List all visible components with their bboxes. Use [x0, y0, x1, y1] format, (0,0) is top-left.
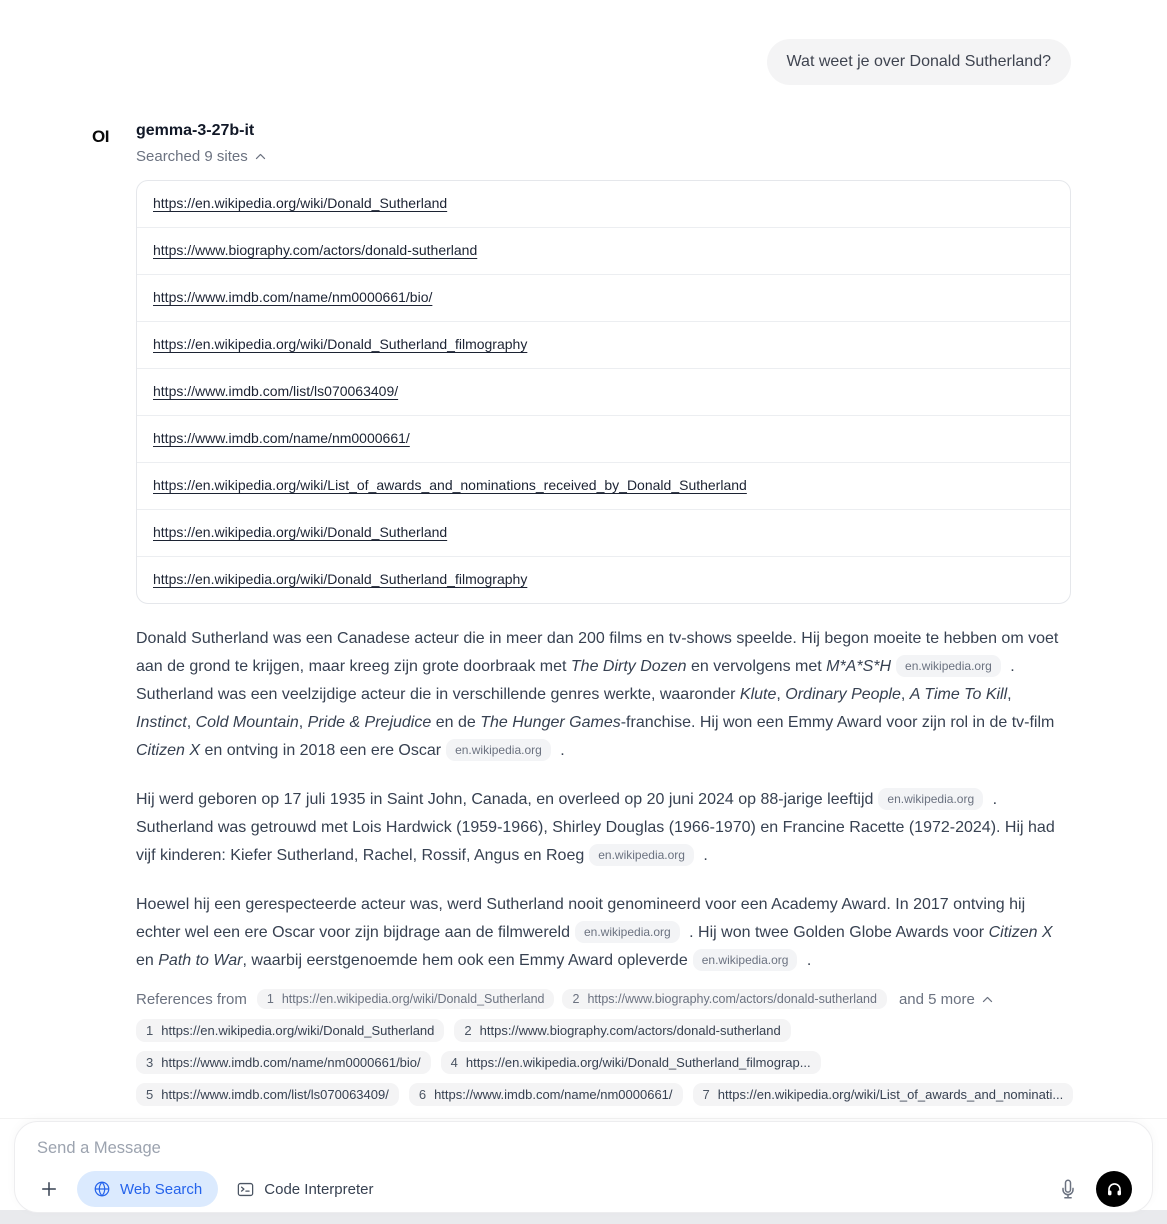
model-avatar: OI — [92, 127, 109, 146]
web-search-label: Web Search — [120, 1180, 203, 1198]
code-interpreter-toggle[interactable] — [232, 1171, 377, 1208]
voice-call-button[interactable] — [1096, 1171, 1132, 1207]
work-title: The Dirty Dozen — [570, 658, 687, 675]
reference-pill[interactable] — [136, 1083, 399, 1106]
web-search-toggle[interactable] — [77, 1171, 218, 1207]
source-row — [137, 463, 1070, 510]
composer-divider — [0, 1118, 1167, 1119]
work-title: Cold Mountain — [195, 714, 299, 731]
assistant-paragraph — [136, 625, 1071, 765]
source-row — [137, 510, 1070, 557]
work-title: Pride & Prejudice — [307, 714, 432, 731]
text-segment: en ontving in 2018 een ere Oscar — [200, 742, 442, 759]
reference-number: 2 — [464, 1023, 472, 1038]
model-name: gemma-3-27b-it — [136, 122, 255, 139]
work-title: Path to War — [158, 952, 243, 969]
work-title: Citizen X — [136, 742, 201, 759]
references-more-label: and 5 more — [898, 990, 975, 1008]
searched-sites-list — [136, 180, 1071, 604]
reference-url: https://en.wikipedia.org/wiki/List_of_awards_and_nominati... — [717, 1087, 1064, 1102]
assistant-response-text — [136, 625, 1071, 975]
text-segment: . — [802, 952, 812, 969]
reference-number: 4 — [450, 1055, 458, 1070]
reference-row — [136, 1051, 1071, 1074]
text-segment: en vervolgens met — [686, 658, 827, 675]
citation-pill[interactable]: en.wikipedia.org — [589, 844, 694, 866]
terminal-icon — [236, 1180, 255, 1199]
references-inline-pills — [257, 989, 887, 1009]
source-link[interactable]: https://www.imdb.com/name/nm0000661/ — [153, 430, 410, 446]
citation-pill[interactable]: en.wikipedia.org — [896, 655, 1001, 677]
searched-sites-label: Searched 9 sites — [136, 148, 248, 165]
reference-number: 1 — [146, 1023, 154, 1038]
work-title: A Time To Kill — [909, 686, 1008, 703]
reference-pill[interactable] — [136, 1019, 444, 1042]
work-title: M*A*S*H — [826, 658, 892, 675]
reference-pill[interactable] — [454, 1019, 790, 1042]
globe-icon — [93, 1180, 111, 1198]
reference-pill[interactable] — [562, 989, 886, 1009]
composer-toolbar — [15, 1160, 1152, 1212]
chevron-up-icon — [254, 150, 267, 163]
text-segment: , — [186, 714, 196, 731]
message-input[interactable] — [15, 1122, 1152, 1160]
source-link[interactable]: https://en.wikipedia.org/wiki/Donald_Sutherland_filmography — [153, 336, 528, 352]
text-segment: , waarbij eerstgenoemde hem ook een Emmy Award opleverde — [242, 952, 688, 969]
text-segment: , — [1007, 686, 1012, 703]
text-segment: en de — [431, 714, 481, 731]
attach-button[interactable] — [35, 1175, 63, 1203]
work-title: Instinct — [136, 714, 187, 731]
source-link[interactable]: https://www.imdb.com/name/nm0000661/bio/ — [153, 289, 433, 305]
user-message-bubble: Wat weet je over Donald Sutherland? — [767, 39, 1071, 85]
source-link[interactable]: https://www.biography.com/actors/donald-sutherland — [153, 242, 478, 258]
text-segment: . Sutherland was getrouwd met Lois Hardwick (1959-1966), Shirley Douglas (1966-1970) en Francine Racette (1972-2024). Hij had vijf kinderen: Kiefer Sutherland, Rachel, Rossif, Angus en Roeg — [136, 791, 1055, 864]
chevron-up-icon — [981, 993, 994, 1006]
reference-url: https://en.wikipedia.org/wiki/Donald_Sutherland — [281, 992, 545, 1006]
text-segment: . — [555, 742, 565, 759]
reference-pill[interactable] — [441, 1051, 821, 1074]
text-segment: . — [698, 847, 708, 864]
source-link[interactable]: https://en.wikipedia.org/wiki/Donald_Sutherland — [153, 195, 448, 211]
reference-number: 7 — [702, 1087, 710, 1102]
citation-pill[interactable]: en.wikipedia.org — [693, 949, 798, 971]
citation-pill[interactable]: en.wikipedia.org — [446, 739, 551, 761]
assistant-paragraph — [136, 891, 1071, 975]
source-row — [137, 275, 1070, 322]
text-segment: Donald Sutherland was een Canadese acteur die in meer dan 200 films en tv-shows speelde. Hij begon moeite te hebben om voet aan de grond te krijgen, maar kreeg zijn grote doorbraak met — [136, 630, 1059, 675]
reference-pill[interactable] — [409, 1083, 683, 1106]
work-title: The Hunger Games — [480, 714, 621, 731]
work-title: Citizen X — [988, 924, 1053, 941]
text-segment: , — [776, 686, 786, 703]
reference-row — [136, 1019, 1071, 1042]
reference-number: 2 — [572, 992, 580, 1006]
reference-row — [136, 1083, 1071, 1106]
reference-url: https://www.imdb.com/name/nm0000661/bio/ — [161, 1055, 421, 1070]
references-label: References from — [136, 990, 247, 1008]
headset-icon — [1105, 1180, 1124, 1199]
searched-sites-toggle[interactable] — [136, 148, 267, 165]
assistant-message — [136, 121, 1071, 1149]
source-row — [137, 181, 1070, 228]
source-row — [137, 228, 1070, 275]
reference-number: 5 — [146, 1087, 154, 1102]
reference-number: 6 — [418, 1087, 427, 1102]
source-link[interactable]: https://en.wikipedia.org/wiki/Donald_Sutherland_filmography — [153, 571, 528, 587]
reference-url: https://www.biography.com/actors/donald-sutherland — [587, 992, 877, 1006]
references-expanded-list — [136, 1019, 1071, 1106]
assistant-message-row — [92, 121, 1071, 1149]
references-header — [136, 989, 1071, 1009]
citation-pill[interactable]: en.wikipedia.org — [575, 921, 680, 943]
dictate-button[interactable] — [1054, 1175, 1082, 1203]
reference-pill[interactable] — [257, 989, 555, 1009]
text-segment: . Sutherland was een veelzijdige acteur die in verschillende genres werkte, waaronder — [136, 658, 1015, 703]
text-segment: -franchise. Hij won een Emmy Award voor zijn rol in de tv-film — [620, 714, 1055, 731]
reference-pill[interactable] — [136, 1051, 431, 1074]
reference-url: https://www.biography.com/actors/donald-sutherland — [479, 1023, 781, 1038]
text-segment: en — [136, 952, 159, 969]
reference-url: https://www.imdb.com/list/ls070063409/ — [161, 1087, 389, 1102]
assistant-paragraph — [136, 786, 1071, 870]
reference-pill[interactable] — [693, 1083, 1074, 1106]
text-segment: Hoewel hij een gerespecteerde acteur was, werd Sutherland nooit genomineerd voor een Academy Award. In 2017 ontving hij echter wel een ere Oscar voor zijn bijdrage aan de filmwereld — [136, 896, 1026, 941]
microphone-icon — [1058, 1179, 1078, 1199]
references-collapse-button[interactable] — [899, 991, 994, 1008]
work-title: Ordinary People — [785, 686, 901, 703]
source-row — [137, 557, 1070, 603]
text-segment: , — [298, 714, 308, 731]
code-interpreter-label: Code Interpreter — [264, 1180, 374, 1198]
source-row — [137, 416, 1070, 463]
text-segment: , — [900, 686, 910, 703]
source-link[interactable]: https://en.wikipedia.org/wiki/List_of_awards_and_nominations_received_by_Donald_Sutherland — [153, 477, 747, 493]
source-row — [137, 322, 1070, 369]
user-message-row — [92, 39, 1071, 85]
reference-url: https://en.wikipedia.org/wiki/Donald_Sutherland_filmograp... — [465, 1055, 811, 1070]
plus-icon — [39, 1179, 59, 1199]
citation-pill[interactable]: en.wikipedia.org — [878, 788, 983, 810]
reference-number: 1 — [266, 992, 274, 1006]
source-link[interactable]: https://en.wikipedia.org/wiki/Donald_Sutherland — [153, 524, 448, 540]
message-composer — [14, 1121, 1153, 1213]
reference-number: 3 — [146, 1055, 154, 1070]
text-segment: Hij werd geboren op 17 juli 1935 in Saint John, Canada, en overleed op 20 juni 2024 op 88-jarige leeftijd — [136, 791, 874, 808]
text-segment: . Hij won twee Golden Globe Awards voor — [684, 924, 989, 941]
references-section — [136, 989, 1071, 1106]
work-title: Klute — [739, 686, 777, 703]
chat-thread — [92, 0, 1071, 1149]
reference-url: https://en.wikipedia.org/wiki/Donald_Sutherland — [161, 1023, 435, 1038]
reference-url: https://www.imdb.com/name/nm0000661/ — [434, 1087, 673, 1102]
source-link[interactable]: https://www.imdb.com/list/ls070063409/ — [153, 383, 399, 399]
source-row — [137, 369, 1070, 416]
